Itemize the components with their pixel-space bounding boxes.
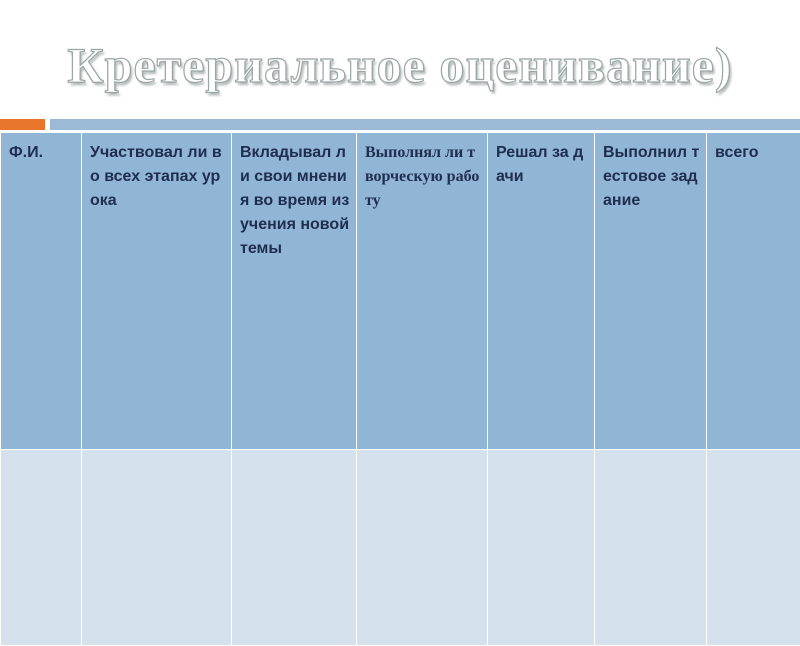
- header-cell-participation[interactable]: Участвовал ли во всех этапах урока: [82, 133, 232, 450]
- table-cell[interactable]: [595, 450, 707, 646]
- slide-title: Кретериальное оценивание): [67, 37, 733, 93]
- header-cell-fi[interactable]: Ф.И.: [1, 133, 82, 450]
- table-cell[interactable]: [488, 450, 595, 646]
- table-cell[interactable]: [707, 450, 800, 646]
- table-header-row: [1, 133, 800, 450]
- accent-bar-orange: [0, 119, 45, 130]
- header-cell-test[interactable]: Выполнил тестовое задание: [595, 133, 707, 450]
- table-cell[interactable]: [82, 450, 232, 646]
- header-cell-total[interactable]: всего: [707, 133, 800, 450]
- assessment-table: [0, 132, 800, 646]
- table-cell[interactable]: [232, 450, 357, 646]
- table-cell[interactable]: [357, 450, 488, 646]
- table-row: [1, 450, 800, 646]
- header-cell-opinions[interactable]: Вкладывал ли свои мнения во время изучения новой темы: [232, 133, 357, 450]
- accent-bar-blue: [50, 119, 800, 130]
- table-cell[interactable]: [1, 450, 82, 646]
- header-cell-creative-work[interactable]: Выполнял ли творческую работу: [357, 133, 488, 450]
- header-cell-tasks[interactable]: Решал за дачи: [488, 133, 595, 450]
